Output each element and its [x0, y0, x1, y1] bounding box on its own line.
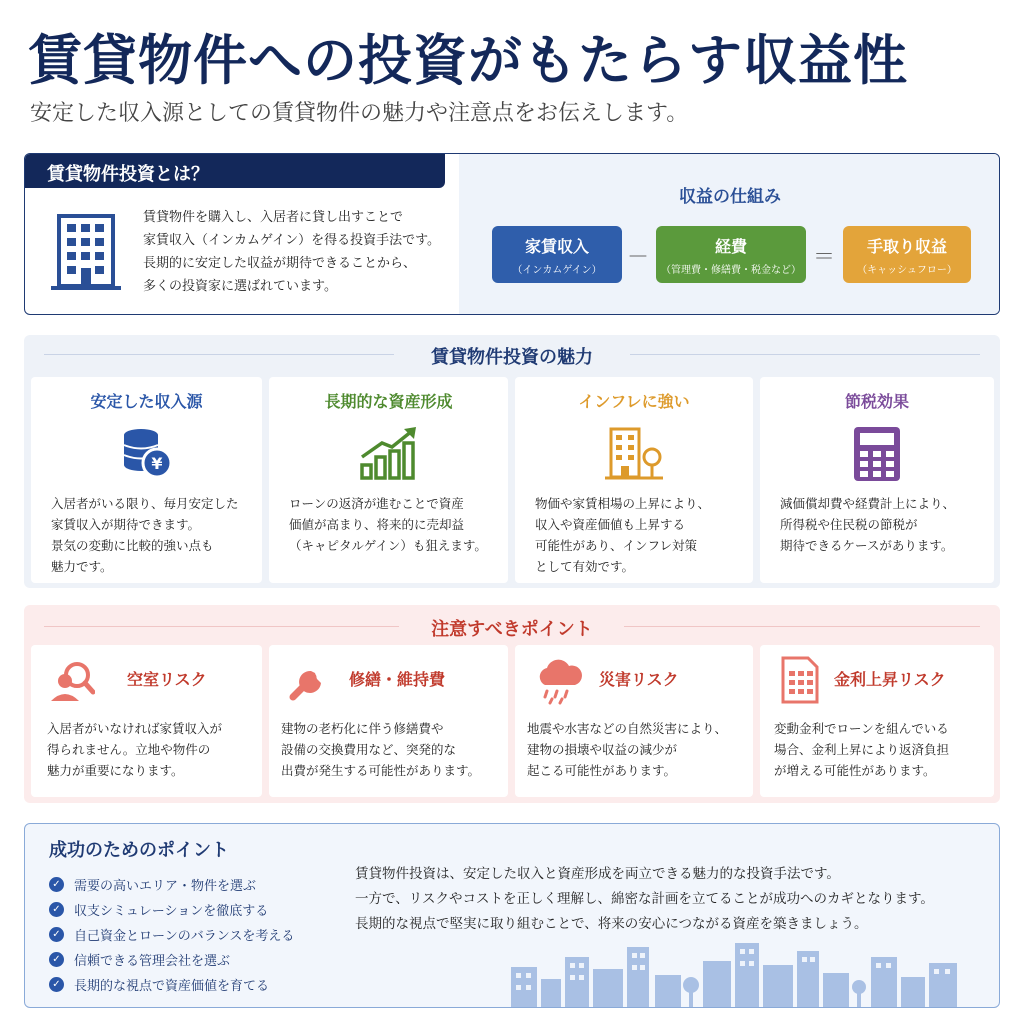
risk-card-title: 金利上昇リスク — [834, 670, 946, 689]
merit-card — [760, 377, 994, 583]
merit-card — [269, 377, 508, 583]
success-title: 成功のためのポイント — [49, 840, 229, 861]
risk-line: 地震や水害などの自然災害により、 — [527, 721, 728, 736]
document-chart-icon — [780, 655, 820, 705]
merit-card-title: 安定した収入源 — [90, 392, 203, 411]
risk-card — [760, 645, 994, 797]
risk-line: 入居者がいなければ家賃収入が — [47, 721, 223, 736]
vacancy-search-icon — [49, 659, 95, 703]
calculator-icon — [852, 425, 902, 483]
checklist-item — [49, 922, 294, 947]
intro-line: 賃貸物件を購入し、入居者に貸し出すことで — [143, 210, 404, 225]
risk-card — [515, 645, 753, 797]
mechanism-box-income — [492, 226, 622, 283]
office-building-icon — [47, 210, 125, 292]
summary-line: 一方で、リスクやコストを正しく理解し、綿密な計画を立てることが成功へのカギとなります。 — [355, 891, 934, 907]
risk-line: 場合、金利上昇により返済負担 — [774, 742, 950, 757]
merit-line: 収入や資産価値も上昇する — [535, 517, 686, 532]
merit-line: 所得税や住民税の節税が — [780, 517, 918, 532]
mechanism-box-sub: （管理費・修繕費・税金など） — [661, 265, 801, 276]
risk-line: 建物の老朽化に伴う修繕費や — [281, 721, 444, 736]
merit-line: 入居者がいる限り、毎月安定した — [51, 496, 239, 511]
merit-line: 期待できるケースがあります。 — [780, 538, 954, 553]
merit-card — [515, 377, 753, 583]
coin-stack-yen-icon — [119, 425, 175, 481]
merits-section — [24, 335, 1000, 588]
intro-text — [143, 206, 453, 298]
intro-heading: 賃貸物件投資とは？ — [25, 154, 445, 188]
checklist-label: 長期的な視点で資産価値を育てる — [74, 979, 270, 994]
merit-line: 魅力です。 — [51, 559, 113, 574]
merit-line: 可能性があり、インフレ対策 — [535, 538, 698, 553]
checklist-item — [49, 972, 294, 997]
mechanism-box-expenses — [656, 226, 806, 283]
minus-sign: － — [627, 245, 650, 270]
merit-line: 家賃収入が期待できます。 — [51, 517, 201, 532]
risk-line: 設備の交換費用など、突発的な — [281, 742, 457, 757]
intro-line: 長期的に安定した収益が期待できることから、 — [143, 256, 417, 271]
check-icon: ✓ — [49, 877, 64, 892]
svg-text:¥: ¥ — [150, 454, 163, 473]
merit-card-title: 長期的な資産形成 — [324, 392, 453, 411]
merit-card — [31, 377, 262, 583]
intro-section — [24, 153, 1000, 315]
growth-chart-icon — [358, 425, 420, 481]
mechanism-title: 収益の仕組み — [679, 187, 781, 207]
merit-line: 減価償却費や経費計上により、 — [780, 496, 956, 511]
merit-line: 景気の変動に比較的強い点も — [51, 538, 214, 553]
merit-line: 物価や家賃相場の上昇により、 — [535, 496, 711, 511]
checklist-item — [49, 947, 294, 972]
summary-line: 長期的な視点で堅実に取り組むことで、将来の安心につながる資産を築きましょう。 — [355, 916, 868, 932]
risk-line: 出費が発生する可能性があります。 — [281, 763, 481, 778]
risks-title: 注意すべきポイント — [431, 619, 593, 640]
success-checklist — [49, 872, 294, 997]
merit-line: として有効です。 — [535, 559, 635, 574]
merit-card-title: 節税効果 — [844, 392, 909, 411]
merit-line: ローンの返済が進むことで資産 — [289, 496, 464, 511]
merit-card-text — [780, 493, 955, 556]
risk-card-title: 空室リスク — [127, 670, 207, 689]
success-section — [24, 823, 1000, 1008]
mechanism-box-label: 手取り収益 — [866, 237, 947, 256]
risk-card-title: 災害リスク — [599, 670, 679, 689]
risk-card — [269, 645, 508, 797]
building-tree-icon — [603, 425, 665, 481]
check-icon: ✓ — [49, 902, 64, 917]
storm-cloud-icon — [535, 657, 583, 705]
mechanism-box-sub: （キャッシュフロー） — [857, 265, 957, 276]
mechanism-panel — [459, 154, 1000, 315]
page-subtitle: 安定した収入源としての賃貸物件の魅力や注意点をお伝えします。 — [30, 101, 689, 126]
merit-card-text — [51, 493, 239, 577]
risk-card-text — [281, 718, 480, 781]
mechanism-box-sub: （インカムゲイン） — [512, 265, 602, 276]
cityscape-icon — [505, 939, 975, 1008]
risk-card-text — [527, 718, 727, 781]
success-summary — [355, 862, 934, 937]
merit-card-text — [289, 493, 487, 556]
checklist-label: 自己資金とローンのバランスを考える — [74, 929, 295, 944]
equals-sign: ＝ — [813, 245, 836, 270]
check-icon: ✓ — [49, 927, 64, 942]
merit-line: 価値が高まり、将来的に売却益 — [289, 517, 465, 532]
risk-line: 変動金利でローンを組んでいる — [774, 721, 949, 736]
check-icon: ✓ — [49, 977, 64, 992]
mechanism-box-label: 家賃収入 — [524, 237, 589, 256]
merits-title: 賃貸物件投資の魅力 — [431, 347, 593, 368]
risk-card-text — [774, 718, 949, 781]
summary-line: 賃貸物件投資は、安定した収入と資産形成を両立できる魅力的な投資手法です。 — [355, 866, 840, 882]
risk-card-text — [47, 718, 222, 781]
risk-card-title: 修繕・維持費 — [349, 670, 446, 689]
intro-line: 家賃収入（インカムゲイン）を得る投資手法です。 — [143, 233, 441, 248]
checklist-item — [49, 872, 294, 897]
checklist-label: 信頼できる管理会社を選ぶ — [74, 954, 231, 969]
risk-line: 起こる可能性があります。 — [527, 763, 677, 778]
merit-card-title: インフレに強い — [578, 392, 690, 411]
page-title: 賃貸物件への投資がもたらす収益性 — [28, 28, 908, 92]
checklist-label: 需要の高いエリア・物件を選ぶ — [74, 879, 257, 894]
wrench-icon — [287, 657, 333, 703]
risk-line: 魅力が重要になります。 — [47, 763, 184, 778]
risk-line: 建物の損壊や収益の減少が — [527, 742, 678, 757]
risk-line: 得られません。立地や物件の — [47, 742, 211, 757]
risks-section — [24, 605, 1000, 803]
check-icon: ✓ — [49, 952, 64, 967]
mechanism-box-label: 経費 — [714, 237, 747, 256]
merit-line: （キャピタルゲイン）も狙えます。 — [289, 538, 487, 553]
risk-card — [31, 645, 262, 797]
checklist-item — [49, 897, 294, 922]
risk-line: が増える可能性があります。 — [774, 763, 936, 778]
checklist-label: 収支シミュレーションを徹底する — [74, 904, 269, 919]
merit-card-text — [535, 493, 710, 577]
intro-line: 多くの投資家に選ばれています。 — [143, 279, 337, 294]
mechanism-box-net — [843, 226, 971, 283]
